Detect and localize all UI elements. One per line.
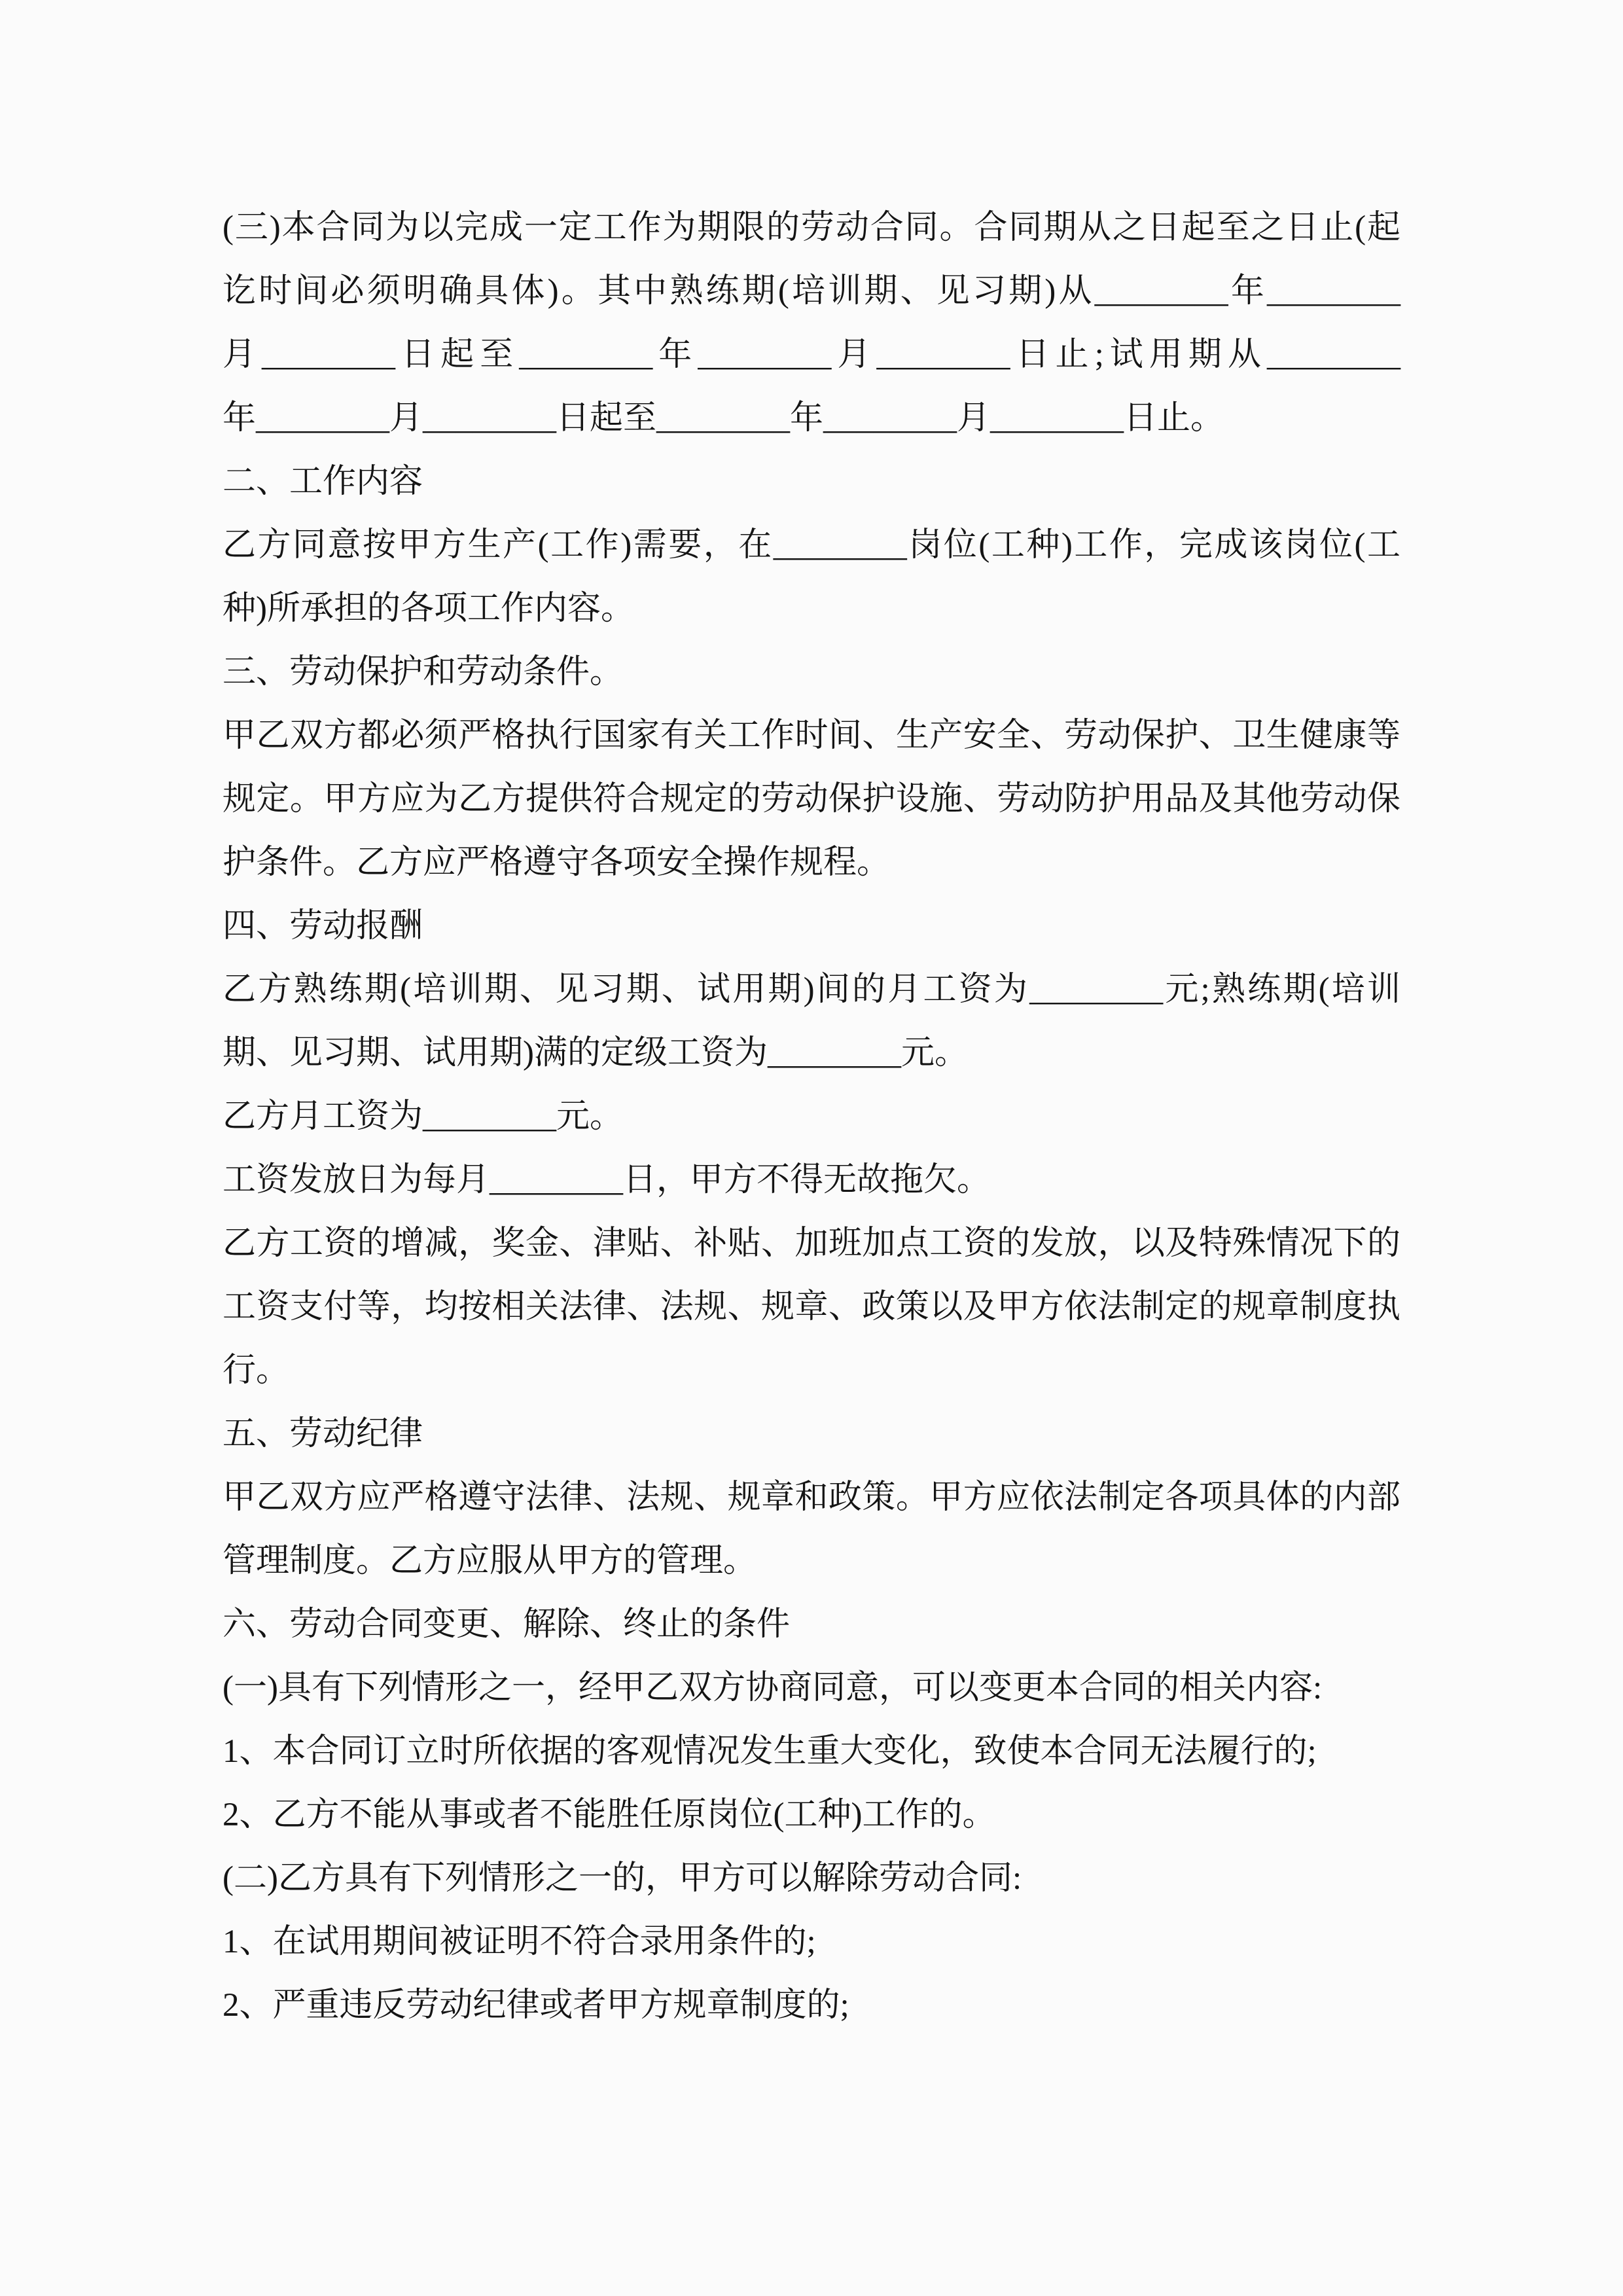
heading-section-4-labor-remuneration: 四、劳动报酬 xyxy=(223,908,423,944)
contract-text-line: 管理制度。乙方应服从甲方的管理。 xyxy=(223,1543,757,1579)
contract-text-line: 讫时间必须明确具体)。其中熟练期(培训期、见习期)从________年________ xyxy=(223,273,1400,310)
contract-text-line: 甲乙双方都必须严格执行国家有关工作时间、生产安全、劳动保护、卫生健康等 xyxy=(223,717,1400,754)
contract-text-line: 乙方月工资为________元。 xyxy=(223,1098,624,1135)
contract-text-line: 期、见习期、试用期)满的定级工资为________元。 xyxy=(223,1035,968,1071)
contract-text-line: 行。 xyxy=(223,1352,290,1389)
contract-text-line: 护条件。乙方应严格遵守各项安全操作规程。 xyxy=(223,844,891,881)
heading-section-3-labor-protection: 三、劳动保护和劳动条件。 xyxy=(223,654,624,691)
contract-text-line: 工资支付等，均按相关法律、法规、规章、政策以及甲方依法制定的规章制度执 xyxy=(223,1289,1400,1325)
contract-text-line: 乙方工资的增减，奖金、津贴、补贴、加班加点工资的发放，以及特殊情况下的 xyxy=(223,1225,1400,1262)
contract-text-line: 工资发放日为每月________日，甲方不得无故拖欠。 xyxy=(223,1162,991,1198)
contract-text-line: 乙方同意按甲方生产(工作)需要，在________岗位(工种)工作，完成该岗位(工 xyxy=(223,527,1400,564)
contract-text-line: (二)乙方具有下列情形之一的，甲方可以解除劳动合同: xyxy=(223,1860,1022,1897)
contract-text-line: (一)具有下列情形之一，经甲乙双方协商同意，可以变更本合同的相关内容: xyxy=(223,1670,1323,1706)
contract-text-line: 甲乙双方应严格遵守法律、法规、规章和政策。甲方应依法制定各项具体的内部 xyxy=(223,1479,1400,1516)
contract-text-line: 2、乙方不能从事或者不能胜任原岗位(工种)工作的。 xyxy=(223,1797,996,1833)
contract-text-line: 年________月________日起至________年________月________日止。 xyxy=(223,400,1224,437)
contract-text-line: 1、在试用期间被证明不符合录用条件的; xyxy=(223,1924,816,1960)
contract-text-line: 月________日起至________年________月________日止;试用期从________ xyxy=(223,336,1400,373)
contract-text-line: 种)所承担的各项工作内容。 xyxy=(223,590,634,627)
contract-text-line: (三)本合同为以完成一定工作为期限的劳动合同。合同期从之日起至之日止(起 xyxy=(223,209,1400,246)
contract-text-line: 规定。甲方应为乙方提供符合规定的劳动保护设施、劳动防护用品及其他劳动保 xyxy=(223,781,1400,817)
contract-body xyxy=(223,196,1400,2037)
contract-text-line: 乙方熟练期(培训期、见习期、试用期)间的月工资为________元;熟练期(培训 xyxy=(223,971,1400,1008)
contract-text-line: 2、严重违反劳动纪律或者甲方规章制度的; xyxy=(223,1987,849,2024)
contract-text-line: 1、本合同订立时所依据的客观情况发生重大变化，致使本合同无法履行的; xyxy=(223,1733,1317,1770)
heading-section-6-contract-change-termination: 六、劳动合同变更、解除、终止的条件 xyxy=(223,1606,791,1643)
heading-section-2-work-content: 二、工作内容 xyxy=(223,463,423,500)
heading-section-5-labor-discipline: 五、劳动纪律 xyxy=(223,1416,423,1452)
